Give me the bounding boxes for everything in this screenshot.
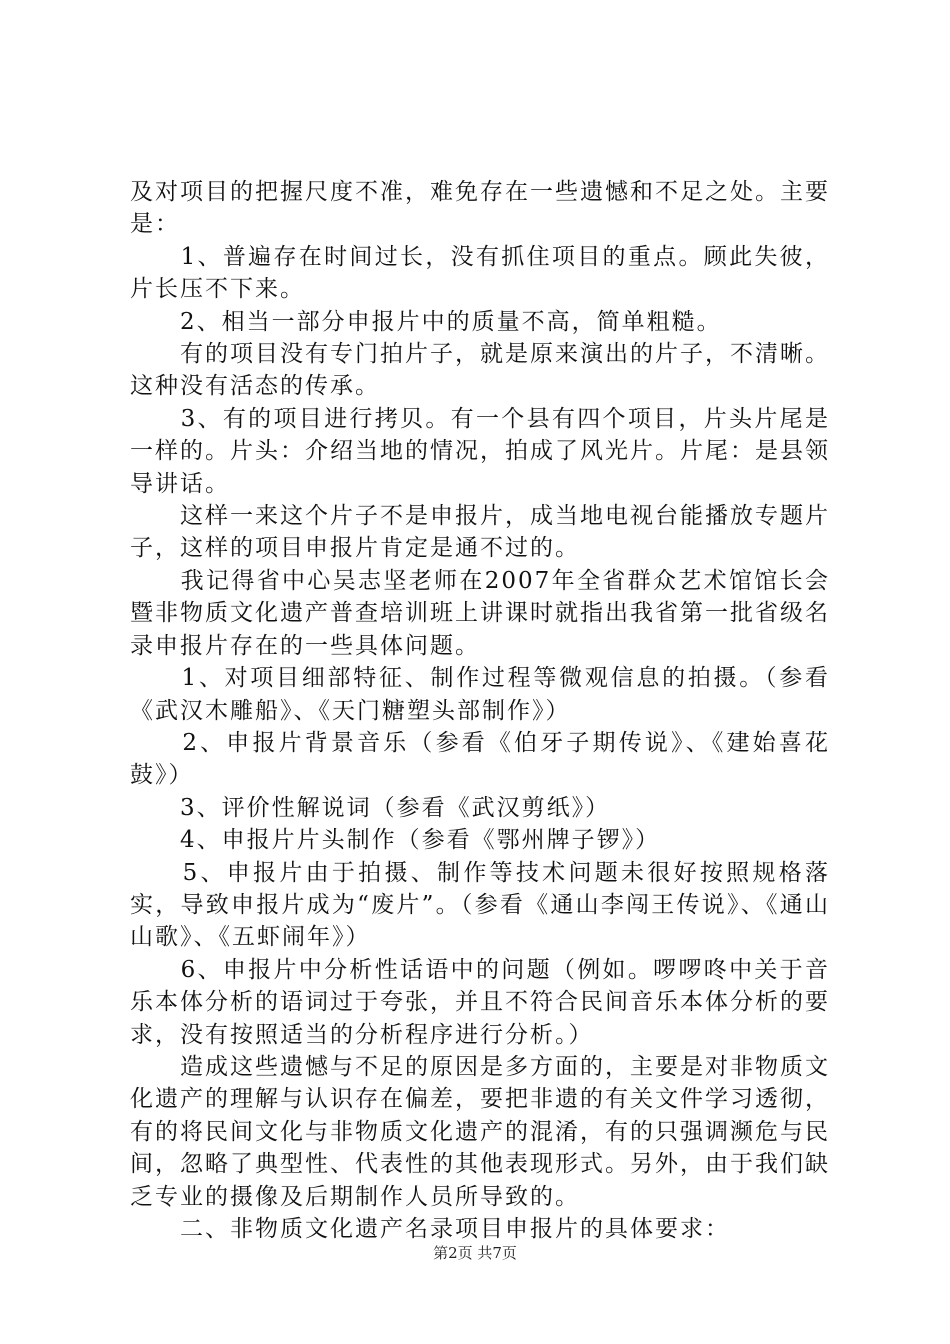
paragraph: 5、申报片由于拍摄、制作等技术问题未很好按照规格落实，导致申报片成为“废片”。（参看《通山李闯王传说》、《通山山歌》、《五虾闹年》）: [130, 859, 830, 951]
paragraph: 我记得省中心吴志坚老师在2007年全省群众艺术馆馆长会暨非物质文化遗产普查培训班上讲课时就指出我省第一批省级名录申报片存在的一些具体问题。: [130, 567, 830, 659]
paragraph: 3、评价性解说词（参看《武汉剪纸》）: [130, 794, 611, 821]
paragraph: 6、申报片中分析性话语中的问题（例如。啰啰咚中关于音乐本体分析的语词过于夸张，并且不符合民间音乐本体分析的要求，没有按照适当的分析程序进行分析。）: [130, 956, 830, 1048]
paragraph: 3、有的项目进行拷贝。有一个县有四个项目，片头片尾是一样的。片头：介绍当地的情况，拍成了风光片。片尾：是县领导讲话。: [130, 405, 830, 497]
paragraph: 4、申报片片头制作（参看《鄂州牌子锣》）: [130, 827, 661, 854]
paragraph: 1、普遍存在时间过长，没有抓住项目的重点。顾此失彼，片长压不下来。: [130, 243, 830, 303]
paragraph: 1、对项目细部特征、制作过程等微观信息的拍摄。（参看《武汉木雕船》、《天门糖塑头部制作》）: [130, 665, 830, 724]
paragraph: 这样一来这个片子不是申报片，成当地电视台能播放专题片子，这样的项目申报片肯定是通不过的。: [130, 503, 830, 562]
paragraph: 2、相当一部分申报片中的质量不高，简单粗糙。: [130, 308, 722, 335]
paragraph: 及对项目的把握尺度不准，难免存在一些遗憾和不足之处。主要是：: [130, 179, 830, 238]
paragraph: 有的项目没有专门拍片子，就是原来演出的片子，不清晰。这种没有活态的传承。: [130, 341, 830, 400]
paragraph: 二、非物质文化遗产名录项目申报片的具体要求：: [130, 1216, 730, 1242]
paragraph: 造成这些遗憾与不足的原因是多方面的，主要是对非物质文化遗产的理解与认识存在偏差，要把非遗的有关文件学习透彻，有的将民间文化与非物质文化遗产的混淆，有的只强调濒危与民间，忽略了典型性、代表性的其他表现形式。另外，由于我们缺乏专业的摄像及后期制作人员所导致的。: [130, 1053, 830, 1210]
paragraph: 2、申报片背景音乐（参看《伯牙子期传说》、《建始喜花鼓》）: [130, 729, 830, 789]
body-text: [130, 176, 830, 1245]
page-footer: 第2页 共7页: [433, 1244, 517, 1262]
